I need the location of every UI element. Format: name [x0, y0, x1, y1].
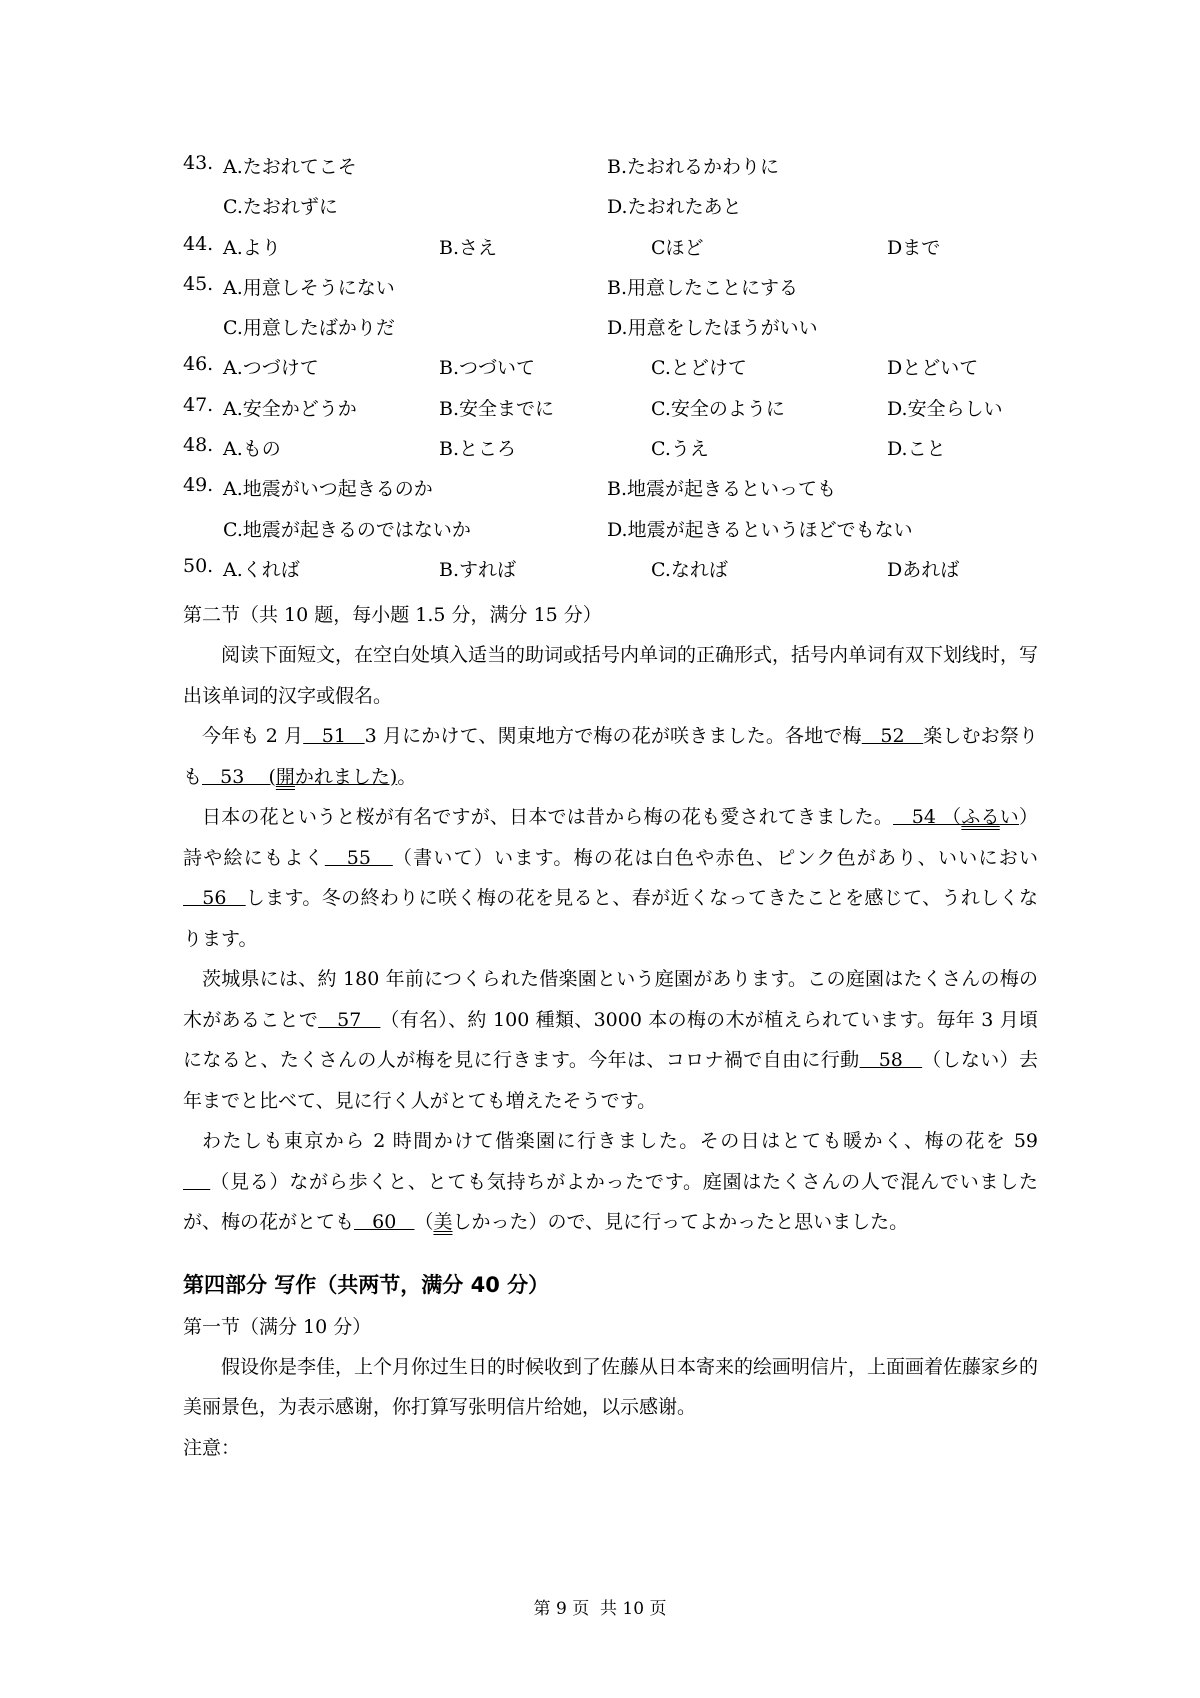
question-45 [183, 273, 1038, 313]
passage-text: 茨城県には、約 180 年前につくられた偕楽園という庭園があります。この庭園はたくさんの梅の木があることで [183, 968, 1038, 1031]
option-b: B.さえ [439, 236, 498, 259]
option-b: B.用意したことにする [607, 276, 799, 299]
option-c: C.地震が起きるのではないか [223, 518, 471, 541]
option-c: C.うえ [651, 438, 709, 461]
question-46 [183, 353, 1038, 393]
option-b: B.ところ [439, 438, 517, 461]
option-d: D.こと [887, 438, 946, 461]
blank-53 [202, 766, 397, 788]
option-d: Dまで [887, 236, 941, 259]
part-4-section-1-heading: 第一节（满分 10 分） [183, 1315, 372, 1338]
option-a: A.くれば [223, 558, 300, 581]
question-49 [183, 474, 1038, 514]
question-number: 50. [183, 554, 214, 577]
part-4-title: 第四部分 写作（共两节，满分 40 分） [183, 1272, 550, 1297]
question-48 [183, 434, 1038, 474]
question-number: 43. [183, 152, 214, 174]
option-a: A.つづけて [223, 357, 319, 380]
option-b: B.つづいて [439, 357, 536, 380]
blank-53-number: 53 ( [202, 765, 276, 788]
page-footer [0, 1594, 1200, 1619]
question-number: 49. [183, 474, 214, 497]
passage-text: （書いて）います。梅の花は白色や赤色、ピンク色があり、いいにおい [392, 846, 1038, 869]
page-number: 9 [555, 1599, 567, 1619]
writing-prompt: 假设你是李佳，上个月你过生日的时候收到了佐藤从日本寄来的绘画明信片，上面画着佐藤家乡的美丽景色，为表示感谢，你打算写张明信片给她，以示感谢。 [183, 1355, 1039, 1419]
blank-60: 60 [354, 1211, 415, 1234]
question-number: 45. [183, 272, 214, 295]
blank-55: 55 [324, 846, 393, 869]
question-number: 48. [183, 434, 214, 457]
section-2-instruction: 阅读下面短文，在空白处填入适当的助词或括号内单词的正确形式，括号内单词有双下划线时，写出该单词的汉字或假名。 [183, 644, 1039, 707]
option-d: D.安全らしい [887, 397, 1003, 420]
option-d: D.たおれたあと [607, 196, 742, 219]
passage-text: （有名）、約 100 種類、3000 本の梅の木が植えられています。毎年 3 月頃になると、たくさんの人が梅を見に行きます。今年は、コロナ禍で自由に行動 [183, 1008, 1038, 1072]
question-43 [183, 152, 1038, 192]
question-44 [183, 233, 1038, 273]
footer-text: 页 共 [572, 1599, 617, 1619]
blank-51: 51 [303, 725, 365, 748]
double-underlined-word: 開 [275, 765, 295, 788]
question-47 [183, 394, 1038, 434]
blank-53-rest: かれました) [294, 765, 398, 788]
passage-paragraph-1 [183, 716, 1038, 797]
option-a: A.もの [223, 438, 281, 461]
question-number: 47. [183, 393, 214, 416]
option-c: C.なれば [651, 558, 728, 581]
question-50 [183, 555, 1038, 595]
blank-54-number: 54 （ [893, 806, 962, 829]
option-a: A.用意しそうにない [223, 276, 395, 299]
blank-54 [893, 806, 1019, 828]
section-2-heading: 第二节（共 10 题，每小题 1.5 分，满分 15 分） [183, 604, 602, 627]
question-number: 44. [183, 232, 214, 255]
question-43-row2 [183, 192, 1038, 232]
passage-paragraph-4 [183, 1121, 1038, 1243]
double-underlined-word: ふる [961, 806, 1000, 829]
option-d: D.地震が起きるというほどでもない [607, 518, 913, 541]
passage-text: 今年も 2 月 [202, 725, 304, 748]
total-pages: 10 [622, 1599, 645, 1619]
option-c: C.安全のように [651, 397, 785, 420]
option-a: A.より [223, 236, 281, 259]
question-49-row2 [183, 515, 1038, 555]
footer-text: 第 [533, 1599, 551, 1619]
passage-text: （しない）去年までと比べて、見に行く人がとても増えたそうです。 [183, 1049, 1038, 1112]
blank-56: 56 [183, 887, 246, 910]
passage-paragraph-3 [183, 959, 1038, 1121]
passage-text: （ [414, 1211, 434, 1234]
passage-text: ）詩や絵にもよく [183, 806, 1038, 869]
passage-text: します。冬の終わりに咲く梅の花を見ると、春が近くなってきたことを感じて、うれしくなります。 [183, 887, 1038, 950]
option-d: D.用意をしたほうがいい [607, 317, 818, 340]
option-c: C.たおれずに [223, 196, 338, 219]
passage-text: （見る）ながら歩くと、とても気持ちがよかったです。庭園はたくさんの人で混んでいましたが、梅の花がとても [183, 1170, 1038, 1234]
blank-59 [183, 1171, 210, 1193]
question-number: 46. [183, 353, 214, 376]
passage-text: 日本の花というと桜が有名ですが、日本では昔から梅の花も愛されてきました。 [202, 806, 894, 829]
question-45-row2 [183, 313, 1038, 353]
note-label: 注意： [183, 1436, 241, 1459]
option-d: Dとどいて [887, 357, 979, 380]
blank-52: 52 [861, 725, 924, 748]
option-a: A.たおれてこそ [223, 156, 357, 178]
passage-text: しかった）ので、見に行ってよかったと思いました。 [452, 1211, 909, 1234]
passage-text: 3 月にかけて、関東地方で梅の花が咲きました。各地で梅 [364, 725, 862, 748]
blank-54-rest: い [999, 806, 1019, 829]
option-b: B.すれば [439, 558, 517, 581]
passage-text: わたしも東京から 2 時間かけて偕楽園に行きました。その日はとても暖かく、梅の花を 59 [202, 1130, 1038, 1153]
option-c: Cほど [651, 236, 704, 259]
option-a: A.安全かどうか [223, 397, 357, 420]
option-c: C.とどけて [651, 357, 747, 380]
option-c: C.用意したばかりだ [223, 317, 395, 340]
double-underlined-word: 美 [433, 1211, 453, 1234]
blank-57: 57 [318, 1008, 381, 1031]
blank-58: 58 [859, 1049, 923, 1072]
option-d: Dあれば [887, 558, 960, 581]
passage-paragraph-2 [183, 797, 1038, 959]
option-a: A.地震がいつ起きるのか [223, 478, 433, 501]
option-b: B.たおれるかわりに [607, 156, 780, 178]
passage-text: 楽しむお祭りも [183, 725, 1038, 788]
footer-text: 页 [649, 1599, 667, 1619]
page-content [183, 152, 1038, 1468]
option-b: B.安全までに [439, 397, 555, 420]
option-b: B.地震が起きるといっても [607, 478, 837, 501]
passage-text: 。 [397, 765, 417, 788]
